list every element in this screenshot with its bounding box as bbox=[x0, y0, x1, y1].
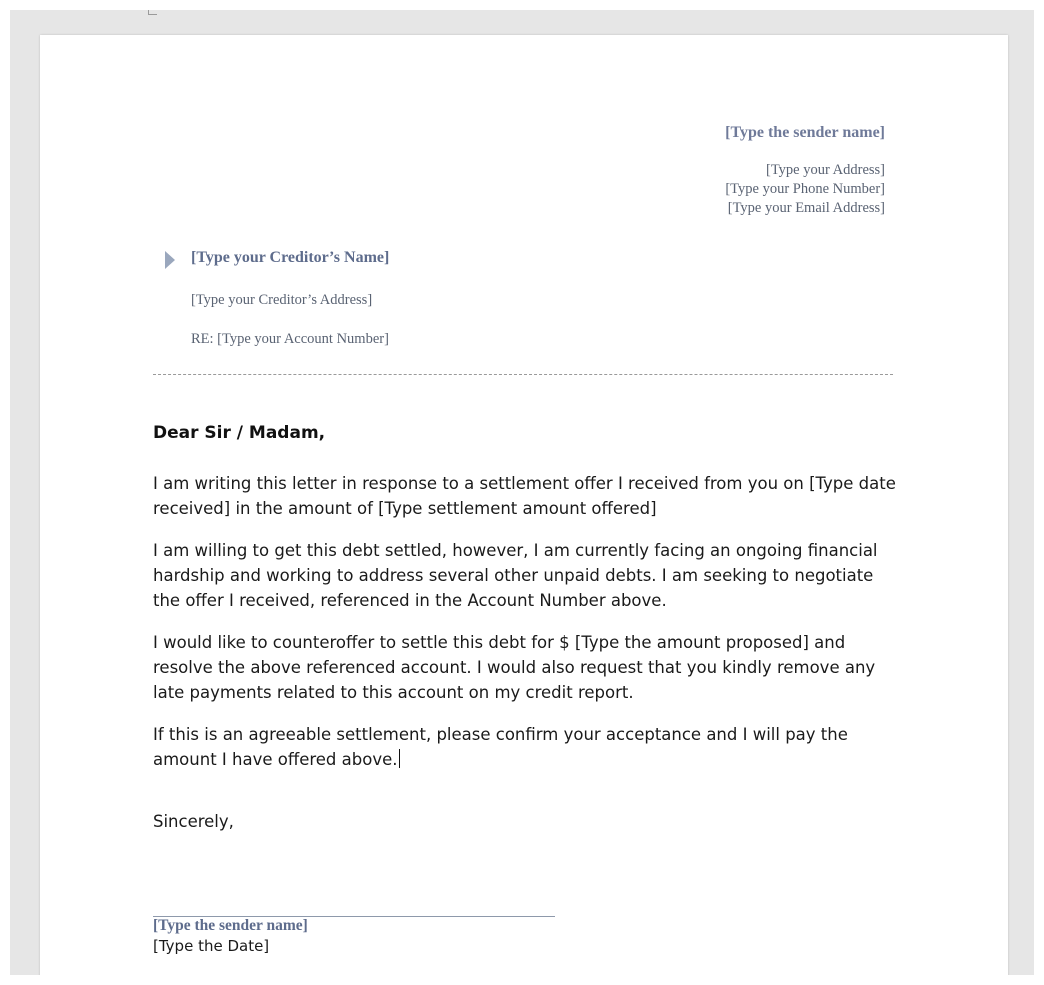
paragraph-4[interactable] bbox=[153, 722, 898, 772]
closing[interactable]: Sincerely, bbox=[153, 812, 234, 831]
page-corner-mark bbox=[148, 10, 157, 15]
sender-name-heading[interactable]: [Type the sender name] bbox=[725, 124, 885, 141]
paragraph-1[interactable]: I am writing this letter in response to a settlement offer I received from you on [Type date received] in the amount of [Type settlement amount offered] bbox=[153, 474, 896, 518]
sender-email[interactable]: [Type your Email Address] bbox=[727, 200, 885, 216]
account-reference[interactable]: RE: [Type your Account Number] bbox=[191, 331, 389, 347]
sender-address[interactable]: [Type your Address] bbox=[766, 162, 885, 178]
salutation[interactable]: Dear Sir / Madam, bbox=[153, 423, 326, 443]
creditor-name[interactable]: [Type your Creditor’s Name] bbox=[191, 249, 390, 266]
text-cursor bbox=[399, 749, 400, 768]
paragraph-4-text: If this is an agreeable settlement, please confirm your acceptance and I will pay the amount I have offered above. bbox=[153, 725, 848, 769]
dashed-divider bbox=[153, 374, 893, 375]
document-canvas bbox=[10, 10, 1034, 975]
creditor-address[interactable]: [Type your Creditor’s Address] bbox=[191, 292, 373, 308]
paragraph-2[interactable]: I am willing to get this debt settled, however, I am currently facing an ongoing financial hardship and working to address several other unpaid debts. I am seeking to negotiate the offer I received, referenced in the Account Number above. bbox=[153, 541, 878, 610]
signature-date[interactable]: [Type the Date] bbox=[153, 937, 270, 955]
signature-sender-name[interactable]: [Type the sender name] bbox=[153, 917, 308, 934]
sender-phone[interactable]: [Type your Phone Number] bbox=[725, 181, 885, 197]
document-page[interactable] bbox=[40, 35, 1008, 975]
arrow-marker-icon bbox=[165, 251, 175, 269]
sender-contact-block bbox=[725, 161, 885, 218]
paragraph-3[interactable]: I would like to counteroffer to settle this debt for $ [Type the amount proposed] and resolve the above referenced account. I would also request that you kindly remove any late payments related to this account on my credit report. bbox=[153, 633, 876, 702]
